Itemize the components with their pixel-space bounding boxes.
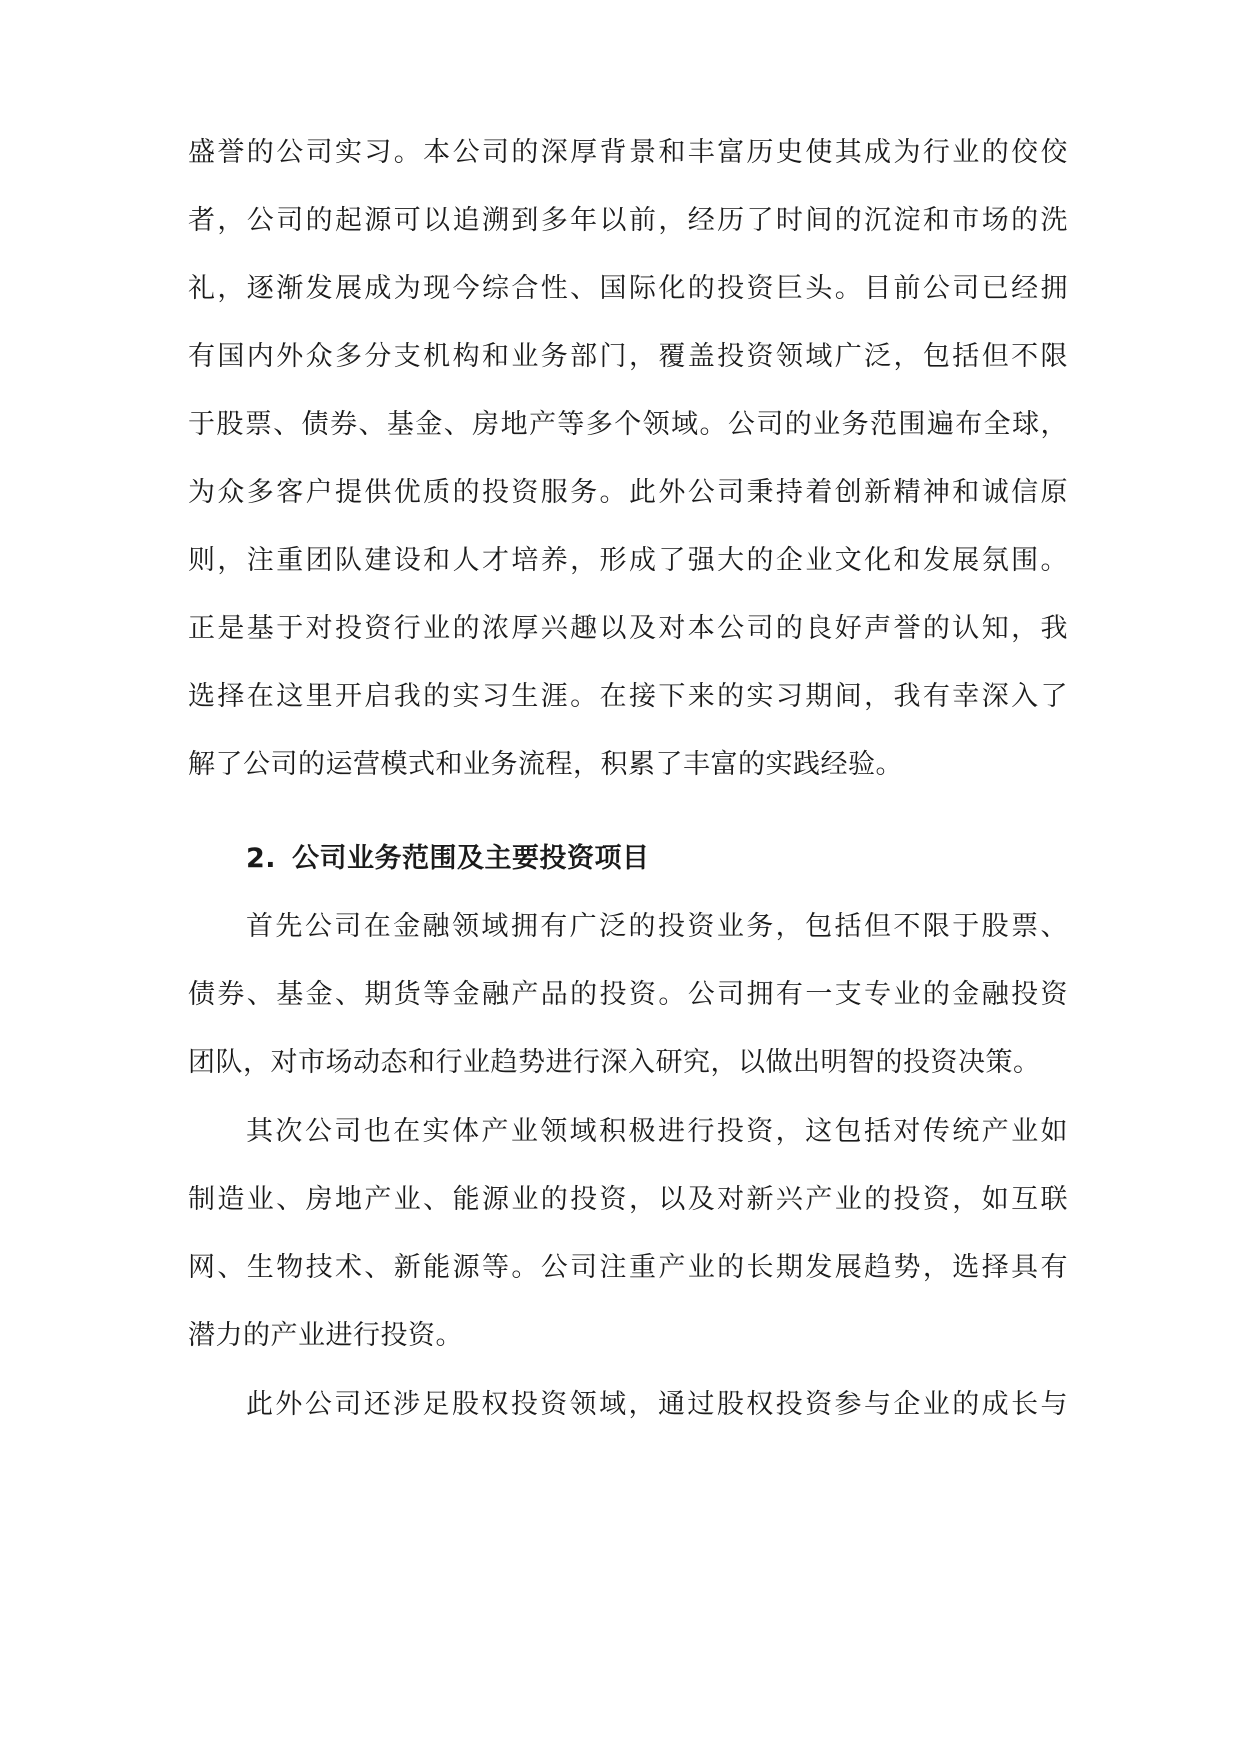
text-line: 选择在这里开启我的实习生涯。在接下来的实习期间，我有幸深入了 — [188, 681, 1068, 712]
text-line: 正是基于对投资行业的浓厚兴趣以及对本公司的良好声誉的认知，我 — [188, 613, 1068, 644]
text-line: 债券、基金、期货等金融产品的投资。公司拥有一支专业的金融投资 — [188, 979, 1068, 1010]
text-line: 有国内外众多分支机构和业务部门，覆盖投资领域广泛，包括但不限 — [188, 341, 1068, 372]
text-line: 此外公司还涉足股权投资领域，通过股权投资参与企业的成长与 — [246, 1389, 1068, 1420]
text-line: 于股票、债券、基金、房地产等多个领域。公司的业务范围遍布全球， — [188, 409, 1068, 440]
section-number: 2. — [246, 843, 277, 874]
text-line: 为众多客户提供优质的投资服务。此外公司秉持着创新精神和诚信原 — [188, 477, 1068, 508]
text-line: 团队，对市场动态和行业趋势进行深入研究，以做出明智的投资决策。 — [188, 1047, 1041, 1078]
section-heading — [246, 839, 650, 879]
text-line: 网、生物技术、新能源等。公司注重产业的长期发展趋势，选择具有 — [188, 1252, 1068, 1283]
text-line: 礼，逐渐发展成为现今综合性、国际化的投资巨头。目前公司已经拥 — [188, 273, 1068, 304]
text-line: 盛誉的公司实习。本公司的深厚背景和丰富历史使其成为行业的佼佼 — [188, 137, 1068, 168]
section-title: 公司业务范围及主要投资项目 — [292, 843, 650, 874]
text-line: 潜力的产业进行投资。 — [188, 1320, 463, 1351]
text-line: 解了公司的运营模式和业务流程，积累了丰富的实践经验。 — [188, 749, 903, 780]
text-line: 首先公司在金融领域拥有广泛的投资业务，包括但不限于股票、 — [246, 911, 1068, 942]
text-line: 其次公司也在实体产业领域积极进行投资，这包括对传统产业如 — [246, 1116, 1068, 1147]
text-line: 制造业、房地产业、能源业的投资，以及对新兴产业的投资，如互联 — [188, 1184, 1068, 1215]
text-line: 者，公司的起源可以追溯到多年以前，经历了时间的沉淀和市场的洗 — [188, 205, 1068, 236]
text-line: 则，注重团队建设和人才培养，形成了强大的企业文化和发展氛围。 — [188, 545, 1068, 576]
